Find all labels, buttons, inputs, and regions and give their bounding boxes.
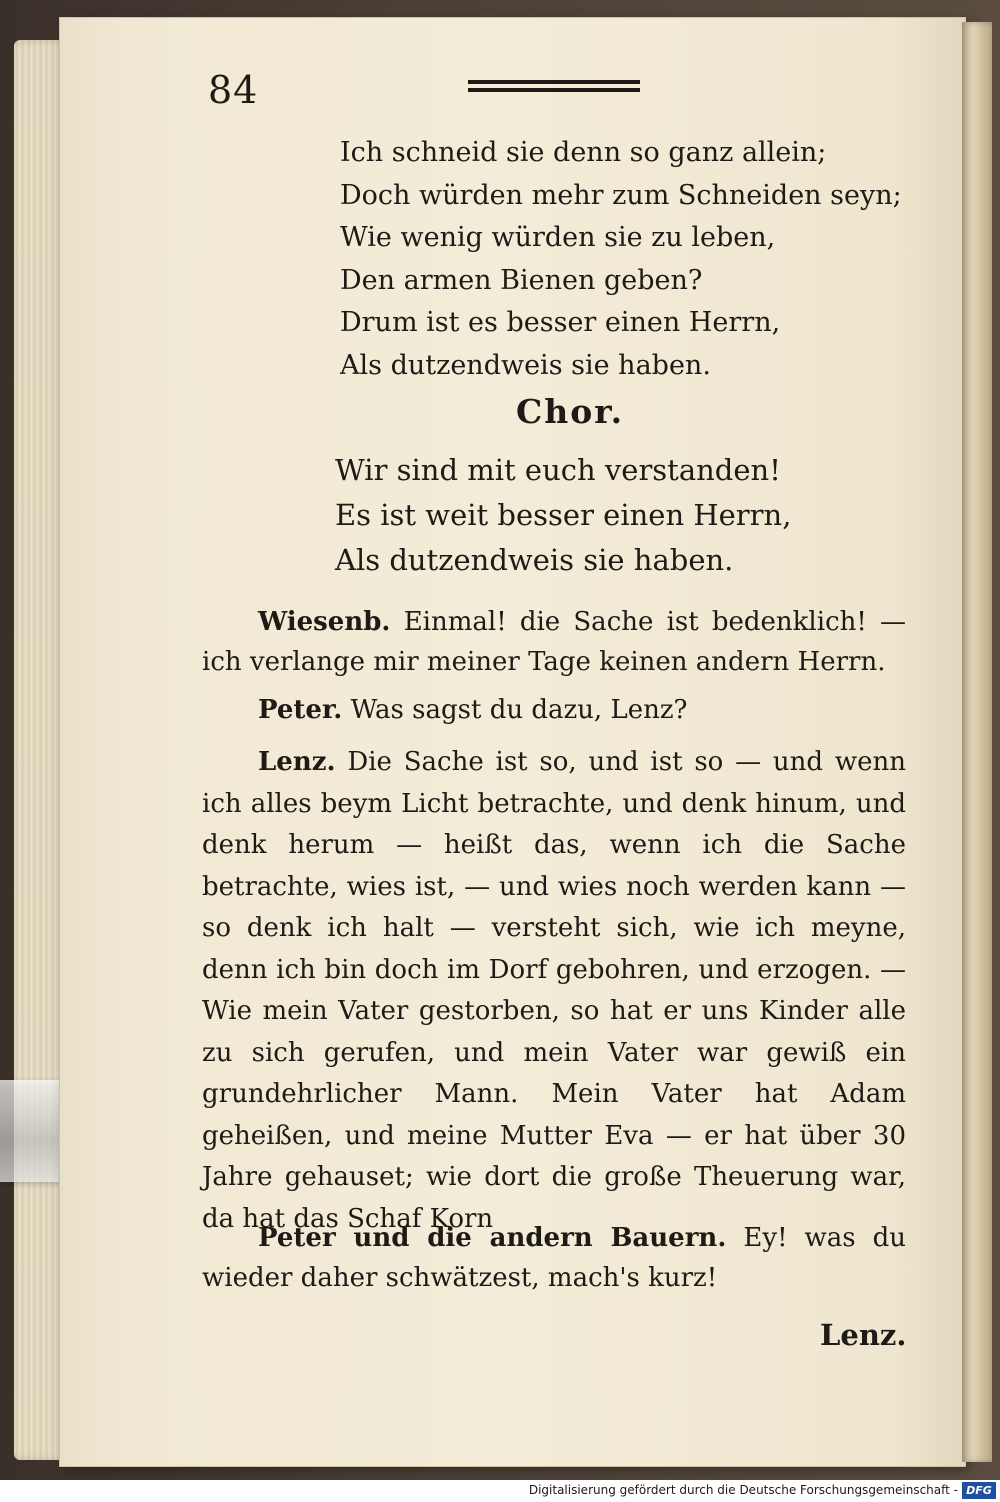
dialogue-paragraph: [202, 690, 906, 730]
verse-block: [340, 132, 900, 387]
verse-line: Doch würden mehr zum Schneiden seyn;: [340, 179, 902, 211]
speaker-name: Peter und die andern Bauern.: [258, 1223, 727, 1253]
dialogue-text: Die Sache ist so, und ist so — und wenn ich alles beym Licht betrachte, und denk hinum, und denk herum — heißt das, wenn ich die Sache betrachte, wies ist, — und wies noch werden kann — so denk ich halt — versteht sich, wie ich meyne, denn ich bin doch im Dorf gebohren, und erzogen. — Wie mein Vater gestorben, so hat er uns Kinder alle zu sich gerufen, und mein Vater war gewiß ein grundehrlicher Mann. Mein Vater hat Adam geheißen, und meine Mutter Eva — er hat über 30 Jahre gehauset; wie dort die große Theuerung war, da hat das Schaf Korn: [202, 747, 907, 1234]
verse-line: Als dutzendweis sie haben.: [340, 349, 711, 381]
header-ornament: [468, 80, 640, 98]
catchword: Lenz.: [820, 1318, 907, 1352]
speaker-name: Lenz.: [258, 747, 336, 777]
chorus-line: Wir sind mit euch verstanden!: [335, 453, 781, 487]
verse-line: Ich schneid sie denn so ganz allein;: [340, 137, 827, 168]
verse-line: Den armen Bienen geben?: [340, 264, 703, 296]
dfg-logo-icon: DFG: [962, 1482, 996, 1499]
chorus-block: [335, 448, 855, 583]
chorus-line: Als dutzendweis sie haben.: [335, 543, 734, 577]
dialogue-text: Was sagst du dazu, Lenz?: [350, 695, 688, 725]
dialogue-paragraph: [202, 1218, 906, 1298]
funding-notice: Digitalisierung gefördert durch die Deutsche Forschungsgemeinschaft -: [528, 1483, 958, 1497]
chorus-heading: Chor.: [516, 392, 625, 431]
book-gutter: [962, 22, 992, 1462]
speaker-name: Peter.: [258, 695, 343, 725]
footer-bar: [0, 1480, 1000, 1502]
dialogue-text: Ey! was du wieder daher schwätzest, mach's kurz!: [202, 1223, 907, 1293]
verse-line: Drum ist es besser einen Herrn,: [340, 307, 781, 338]
page-number: 84: [208, 68, 259, 112]
speaker-name: Wiesenb.: [258, 607, 391, 637]
dialogue-paragraph: [202, 602, 906, 682]
dialogue-text: Einmal! die Sache ist bedenklich! — ich verlange mir meiner Tage keinen andern Herrn.: [202, 607, 907, 677]
chorus-line: Es ist weit besser einen Herrn,: [335, 498, 792, 532]
dialogue-paragraph: [202, 742, 906, 1240]
verse-line: Wie wenig würden sie zu leben,: [340, 222, 776, 253]
